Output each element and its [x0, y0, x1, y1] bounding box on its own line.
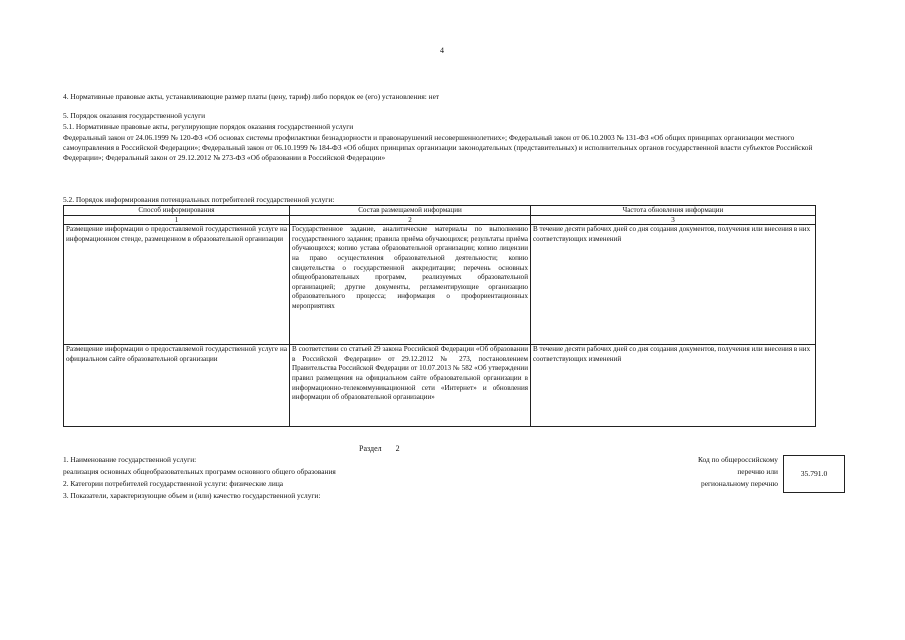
code-label-line2: перечню или	[737, 467, 778, 476]
header-method: Способ информирования	[64, 206, 290, 216]
section-item1: 1. Наименование государственной услуги:	[63, 455, 197, 464]
registry-code-value: 35.791.0	[800, 468, 828, 478]
page-number: 4	[440, 46, 444, 55]
registry-code-box	[783, 455, 845, 493]
item5-title: 5. Порядок оказания государственной услуги	[63, 111, 206, 120]
item4-text: 4. Нормативные правовые акты, устанавливающие размер платы (цену, тариф) либо порядок ее (его) установления: нет	[63, 92, 440, 101]
code-label-line1: Код по общероссийскому	[697, 455, 778, 464]
cell-method: Размещение информации о предоставляемой государственной услуге на информационном стенде, размещенном в образовательной организации	[64, 225, 290, 345]
information-table	[63, 205, 816, 427]
header-frequency: Частота обновления информации	[531, 206, 816, 216]
section-item2: 2. Категории потребителей государственной услуги: физические лица	[63, 479, 284, 488]
service-name: реализация основных общеобразовательных программ основного общего образования	[63, 467, 336, 476]
table-number-row	[64, 216, 816, 225]
column-number: 1	[64, 216, 290, 225]
table-header-row	[64, 206, 816, 216]
column-number: 2	[290, 216, 531, 225]
cell-frequency: В течение десяти рабочих дней со дня создания документов, получения или внесения в них соответствующих изменений	[531, 225, 816, 345]
item52-title: 5.2. Порядок информирования потенциальных потребителей государственной услуги:	[63, 195, 335, 204]
cell-content: Государственное задание, аналитические материалы по выполнению государственного задания; правила приёма обучающихся; результаты приёма обучающихся; копию устава образовательной организации; копию лицензии на право осуществления образовательной деятельности; копию свидетельства о государственной аккредитации; перечень основных общеобразовательных программ, реализуемых образовательной организацией; другие документы, регламентирующие организацию образовательного процесса; информация о профориентационных мероприятиях	[290, 225, 531, 345]
cell-content: В соответствии со статьей 29 закона Российской Федерации «Об образовании в Российской Федерации» от 29.12.2012 № 273, постановлением Правительства Российской Федерации от 10.07.2013 № 582 «Об утверждении правил размещения на официальном сайте образовательной организации в информационно-телекоммуникационной сети «Интернет» и обновления информации об образовательной организации»	[290, 345, 531, 427]
laws-paragraph: Федеральный закон от 24.06.1999 № 120-ФЗ «Об основах системы профилактики безнадзорности и правонарушений несовершеннолетних»; Федеральный закон от 06.10.2003 № 131-ФЗ «Об общих принципах организации местного самоуправления в Российской Федерации»; Федеральный закон от 06.10.1999 № 184-ФЗ «Об общих принципах организации законодательных (представительных) и исполнительных органов государственной власти субъектов Российской Федерации»; Федеральный закон от 29.12.2012 № 273-ФЗ «Об образовании в Российской Федерации»	[63, 133, 813, 162]
table-row	[64, 345, 816, 427]
item51-subtitle: 5.1. Нормативные правовые акты, регулирующие порядок оказания государственной услуги	[63, 122, 354, 131]
table-row	[64, 225, 816, 345]
header-content: Состав размещаемой информации	[290, 206, 531, 216]
column-number: 3	[531, 216, 816, 225]
cell-frequency: В течение десяти рабочих дней со дня создания документов, получения или внесения в них соответствующих изменений	[531, 345, 816, 427]
section-heading	[359, 444, 400, 455]
section-label: Раздел	[359, 444, 382, 453]
section-number: 2	[395, 444, 400, 453]
cell-method: Размещение информации о предоставляемой государственной услуге на официальном сайте образовательной организации	[64, 345, 290, 427]
code-label-line3: региональному перечню	[701, 479, 778, 488]
section-item3: 3. Показатели, характеризующие объем и (или) качество государственной услуги:	[63, 491, 321, 500]
